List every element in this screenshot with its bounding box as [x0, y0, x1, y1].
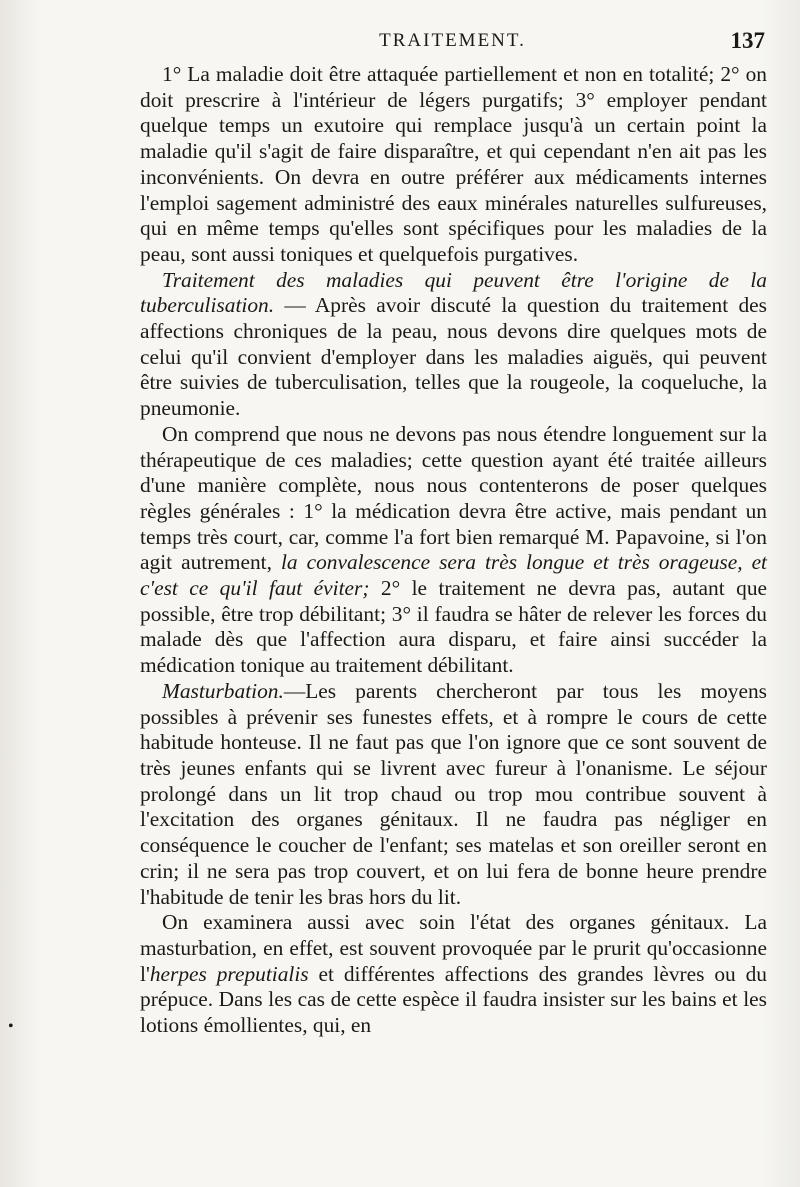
paragraph-masturbation	[140, 679, 767, 910]
running-title: TRAITEMENT.	[379, 30, 526, 51]
paragraph-text: On examinera aussi avec soin l'état des organes génitaux. La masturbation, en effet, est souvent provoquée par le prurit qu'occasionne l'	[140, 910, 767, 986]
paragraph-genital-exam	[140, 910, 767, 1039]
section-title: Traitement des maladies qui peuvent être l'origine de la tuberculisation.	[140, 267, 767, 318]
page-header	[140, 30, 765, 60]
section-title: Masturbation.	[162, 678, 284, 703]
paragraph-text: et différentes affections des grandes lèvres ou du prépuce. Dans les cas de cette espèce il faudra insister sur les bains et les lotions émollientes, qui, en	[140, 961, 767, 1038]
page-number: 137	[730, 28, 765, 53]
margin-mark: •	[8, 1018, 14, 1035]
latin-term: herpes preputialis	[149, 961, 309, 986]
paragraph-text: 1° La maladie doit être attaquée partiellement et non en totalité; 2° on doit prescrire à l'intérieur de légers purgatifs; 3° employer pendant quelque temps un exutoire qui remplace jusqu'à un certain point la maladie qu'il s'agit de faire disparaître, et qui cependant n'en ait pas les inconvénients. On devra en outre préférer aux médicaments internes l'emploi sagement administré des eaux minérales naturelles sulfureuses, qui en même temps qu'elles sont spécifiques pour les maladies de la peau, sont aussi toniques et quelquefois purgatives.	[140, 62, 767, 266]
paragraph-treatment-rules	[140, 62, 767, 268]
paragraph-tuberculisation	[140, 268, 767, 422]
quotation: la convalescence sera très longue et très orageuse, et c'est ce qu'il faut éviter;	[140, 550, 767, 601]
paragraph-acute-diseases	[140, 422, 767, 679]
paragraph-text: — Après avoir discuté la question du traitement des affections chroniques de la peau, nous devons dire quelques mots de celui qu'il convient d'employer dans les maladies aiguës, qui peuvent être suivies de tuberculisation, telles que la rougeole, la coqueluche, la pneumonie.	[140, 293, 767, 421]
paragraph-text: 2° le traitement ne devra pas, autant que possible, être trop débilitant; 3° il faudra se hâter de relever les forces du malade dès que l'affection aura disparu, et faire ainsi succéder la médication tonique au traitement débilitant.	[140, 576, 768, 678]
paragraph-text: —Les parents chercheront par tous les moyens possibles à prévenir ses funestes effets, et à rompre le cours de cette habitude honteuse. Il ne faut pas que l'on ignore que ce sont souvent de très jeunes enfants qui se livrent avec fureur à l'onanisme. Le séjour prolongé dans un lit trop chaud ou trop mou contribue souvent à l'excitation des organes génitaux. Il ne faudra pas négliger en conséquence le coucher de l'enfant; ses matelas et son oreiller seront en crin; il ne sera pas trop couvert, et on lui fera de bonne heure prendre l'habitude de tenir les bras hors du lit.	[140, 678, 767, 909]
paragraph-text: On comprend que nous ne devons pas nous étendre longuement sur la thérapeutique de ces maladies; cette question ayant été traitée ailleurs d'une manière complète, nous nous contenterons de poser quelques règles générales : 1° la médication devra être active, mais pendant un temps très court, car, comme l'a fort bien remarqué M. Papavoine, si l'on agit autrement,	[140, 421, 767, 575]
body-text	[140, 62, 767, 1039]
